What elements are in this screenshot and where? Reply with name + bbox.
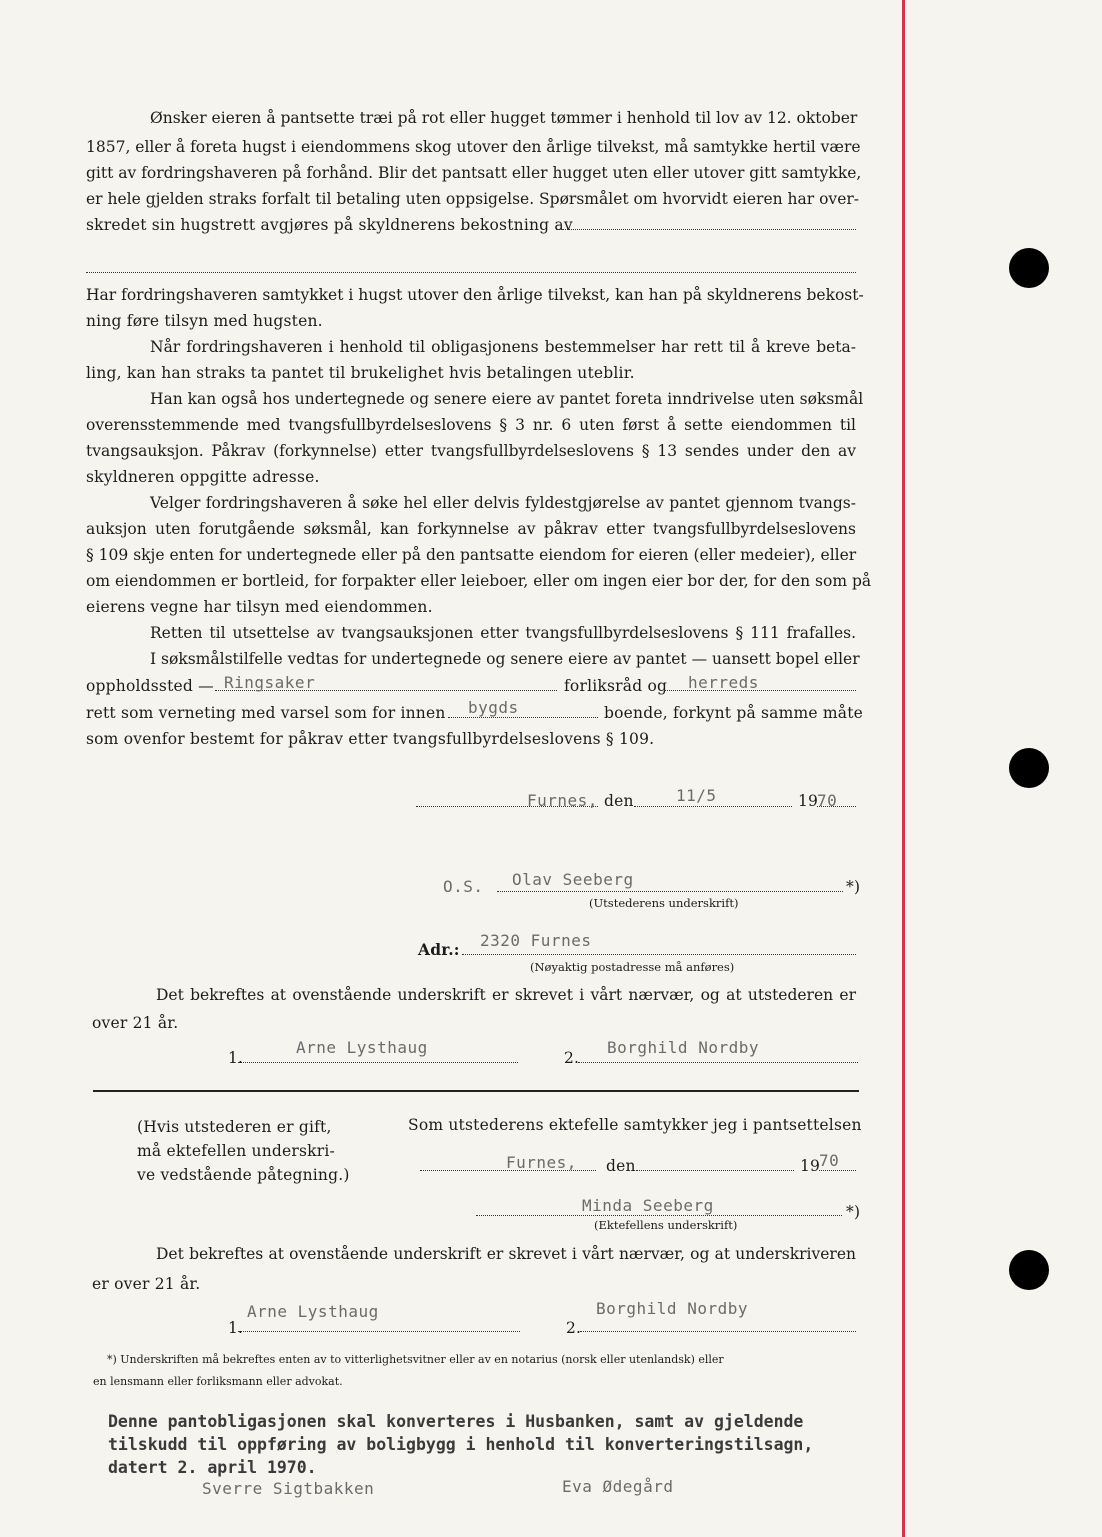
address-field: 2320 Furnes (480, 931, 592, 950)
blank-line (636, 1170, 794, 1171)
punch-hole (1009, 748, 1049, 788)
witness2-signature: Borghild Nordby (607, 1038, 759, 1057)
spouse-year-suffix: 70 (819, 1151, 840, 1170)
spouse-consent: Som utstederens ektefelle samtykker jeg i pantsettelsen (408, 1116, 862, 1134)
married-note: (Hvis utstederen er gift, (137, 1118, 332, 1136)
stamp-line: tilskudd til oppføring av boligbygg i henhold til konverteringstilsagn, (108, 1435, 814, 1454)
footnote-marker: *) (846, 878, 861, 896)
body-line: er hele gjelden straks forfalt til betaling uten oppsigelse. Spørsmålet om hvorvidt eieren har over- (86, 190, 860, 208)
punch-hole (1009, 248, 1049, 288)
body-line: overensstemmende med tvangsfullbyrdelseslovens § 3 nr. 6 uten først å sette eiendommen til (86, 416, 856, 434)
place-field: Furnes, (527, 791, 598, 810)
body-line: oppholdssted — (86, 677, 214, 695)
footnote-marker: *) (846, 1203, 861, 1221)
witness-number: 1. (228, 1049, 244, 1067)
body-line: Det bekreftes at ovenstående underskrift er skrevet i vårt nærvær, og at underskriveren (156, 1245, 856, 1263)
den-label: den (606, 1157, 636, 1175)
witness2b-signature: Borghild Nordby (596, 1299, 748, 1318)
blank-line (578, 1062, 858, 1063)
body-line: rett som verneting med varsel som for innen (86, 704, 446, 722)
spouse-caption: (Ektefellens underskrift) (594, 1218, 738, 1232)
witness-number: 2. (566, 1319, 582, 1337)
body-line: boende, forkynt på samme måte (604, 704, 864, 722)
body-line: som ovenfor bestemt for påkrav etter tvangsfullbyrdelseslovens § 109. (86, 730, 655, 748)
issuer-caption: (Utstederens underskrift) (589, 896, 739, 910)
body-line: Velger fordringshaveren å søke hel eller delvis fyldestgjørelse av pantet gjennom tvangs- (150, 494, 856, 512)
blank-line (476, 1215, 842, 1216)
body-line: forliksråd og (564, 677, 668, 695)
red-margin-line (902, 0, 905, 1537)
date-field: 11/5 (676, 786, 717, 805)
witness-number: 2. (564, 1049, 580, 1067)
body-line: er over 21 år. (92, 1275, 201, 1293)
body-line: Når fordringshaveren i henhold til obligasjonens bestemmelser har rett til å kreve beta- (150, 338, 856, 356)
body-line: tvangsauksjon. Påkrav (forkynnelse) etter tvangsfullbyrdelseslovens § 13 sendes under den av (86, 442, 856, 460)
court-field: herreds (688, 673, 759, 692)
body-line: over 21 år. (92, 1014, 179, 1032)
year-suffix: 70 (817, 791, 838, 810)
stamp-signature: Eva Ødegård (562, 1477, 674, 1496)
footnote: *) Underskriften må bekreftes enten av to vitterlighetsvitner eller av en notarius (norsk eller utenlandsk) eller (107, 1353, 724, 1366)
issuer-signature: Olav Seeberg (512, 870, 634, 889)
den-label: den (604, 792, 634, 810)
blank-line (497, 891, 843, 892)
blank-line (819, 1170, 856, 1171)
blank-line (634, 806, 792, 807)
body-line: Ønsker eieren å pantsette træi på rot eller hugget tømmer i henhold til lov av 12. oktober (150, 109, 858, 127)
section-divider (93, 1090, 859, 1092)
punch-hole (1009, 1250, 1049, 1290)
body-line: gitt av fordringshaveren på forhånd. Blir det pantsatt eller hugget uten eller utover gitt samtykke, (86, 164, 862, 182)
address-label: Adr.: (418, 940, 460, 959)
body-line: ling, kan han straks ta pantet til brukelighet hvis betalingen uteblir. (86, 364, 635, 382)
body-line: auksjon uten forutgående søksmål, kan forkynnelse av påkrav etter tvangsfullbyrdelseslovens (86, 520, 856, 538)
blank-line (86, 272, 856, 273)
blank-line (448, 717, 598, 718)
stamp-line: Denne pantobligasjonen skal konverteres i Husbanken, samt av gjeldende (108, 1412, 804, 1431)
year-prefix: 19 (798, 792, 819, 810)
blank-line (238, 1331, 520, 1332)
body-line: Han kan også hos undertegnede og senere eiere av pantet foreta inndrivelse uten søksmål (150, 390, 864, 408)
body-line: Retten til utsettelse av tvangsauksjonen etter tvangsfullbyrdelseslovens § 111 frafalles. (150, 624, 856, 642)
body-line: Det bekreftes at ovenstående underskrift er skrevet i vårt nærvær, og at utstederen er (156, 986, 856, 1004)
issuer-initials: O.S. (443, 877, 484, 896)
witness1-signature: Arne Lysthaug (296, 1038, 428, 1057)
body-line: om eiendommen er bortleid, for forpakter eller leieboer, eller om ingen eier bor der, for den som på (86, 572, 872, 590)
blank-line (817, 806, 856, 807)
blank-line (580, 1331, 856, 1332)
stamp-line: datert 2. april 1970. (108, 1458, 317, 1477)
married-note: må ektefellen underskri- (137, 1142, 335, 1160)
witness-number: 1. (228, 1319, 244, 1337)
body-line: ning føre tilsyn med hugsten. (86, 312, 323, 330)
body-line: I søksmålstilfelle vedtas for undertegnede og senere eiere av pantet — uansett bopel eller (150, 650, 860, 668)
venue-field: Ringsaker (224, 673, 316, 692)
spouse-place-field: Furnes, (506, 1153, 577, 1172)
body-line: Har fordringshaveren samtykket i hugst utover den årlige tilvekst, kan han på skyldnerens bekost- (86, 286, 864, 304)
blank-line (462, 954, 856, 955)
body-line: eierens vegne har tilsyn med eiendommen. (86, 598, 433, 616)
witness1b-signature: Arne Lysthaug (247, 1302, 379, 1321)
body-line: skredet sin hugstrett avgjøres på skyldnerens bekostning av (86, 216, 573, 234)
footnote: en lensmann eller forliksmann eller advokat. (93, 1375, 343, 1388)
address-caption: (Nøyaktig postadresse må anføres) (530, 960, 735, 974)
district-field: bygds (468, 698, 519, 717)
blank-line (556, 229, 856, 230)
stamp-signature: Sverre Sigtbakken (202, 1479, 375, 1498)
married-note: ve vedstående påtegning.) (137, 1166, 350, 1184)
body-line: § 109 skje enten for undertegnede eller på den pantsatte eiendom for eieren (eller medeier), eller (86, 546, 857, 564)
year-prefix: 19 (800, 1157, 821, 1175)
body-line: skyldneren oppgitte adresse. (86, 468, 320, 486)
blank-line (238, 1062, 518, 1063)
spouse-signature: Minda Seeberg (582, 1196, 714, 1215)
body-line: 1857, eller å foreta hugst i eiendommens skog utover den årlige tilvekst, må samtykke hertil være (86, 138, 861, 156)
